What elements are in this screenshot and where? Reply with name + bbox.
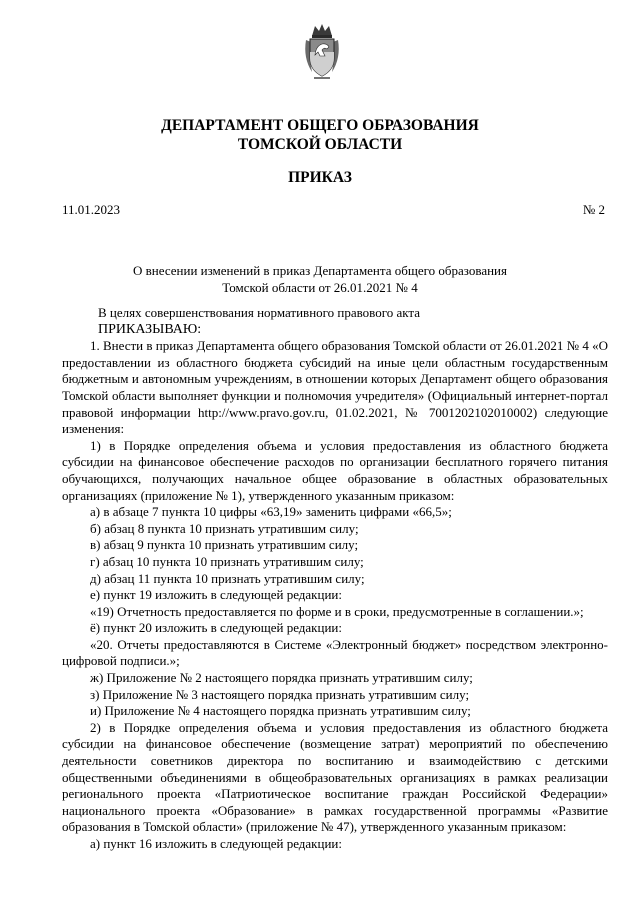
list-item-zh: ж) Приложение № 2 настоящего порядка признать утратившим силу;: [90, 670, 473, 686]
document-type: ПРИКАЗ: [288, 169, 352, 186]
list-item-a: а) в абзаце 7 пункта 10 цифры «63,19» заменить цифрами «66,5»;: [90, 504, 452, 520]
department-line-1: ДЕПАРТАМЕНТ ОБЩЕГО ОБРАЗОВАНИЯ: [161, 117, 479, 134]
list-item-z: з) Приложение № 3 настоящего порядка признать утратившим силу;: [90, 686, 470, 702]
preamble: В целях совершенствования нормативного правового акта: [98, 305, 421, 320]
list-item-g: г) абзац 10 пункта 10 признать утратившим силу;: [90, 553, 364, 569]
list-item-i: и) Приложение № 4 настоящего порядка признать утратившим силу;: [90, 703, 471, 719]
document-date: 11.01.2023: [62, 202, 121, 217]
department-line-2: ТОМСКОЙ ОБЛАСТИ: [237, 136, 403, 153]
order-word: ПРИКАЗЫВАЮ:: [98, 321, 202, 337]
subject-line-2: Томской области от 26.01.2021 № 4: [222, 279, 418, 295]
coat-of-arms-icon: [302, 22, 342, 80]
quote-item-20: «20. Отчеты предоставляются в Системе «Электронный бюджет» посредством электронно-цифровой подписи.»;: [62, 636, 608, 669]
department-name: [0, 116, 640, 154]
paragraph-1-2: 2) в Порядке определения объема и условия предоставления из областного бюджета субсидии на финансовое обеспечение (возмещение затрат) мероприятий по обеспечению деятельности советников директора по воспитанию и взаимодействию с детскими общественными объединениями в общеобразовательных организациях в рамках реализации регионального проекта «Патриотическое воспитание граждан Российской Федерации» национального проекта «Образование» в рамках государственной программы «Развитие образования в Томской области» (приложение № 47), утвержденного указанным приказом:: [62, 719, 608, 835]
subject-line-1: О внесении изменений в приказ Департамента общего образования: [133, 263, 507, 278]
document-number: № 2: [582, 202, 605, 217]
list-item-v: в) абзац 9 пункта 10 признать утратившим силу;: [90, 537, 359, 553]
list-item-e: е) пункт 19 изложить в следующей редакции:: [90, 587, 342, 603]
document-subject: [0, 263, 640, 296]
paragraph-1: 1. Внести в приказ Департамента общего образования Томской области от 26.01.2021 № 4 «О предоставлении из областного бюджета субсидий на иные цели областным государственным бюджетным и автономным учреждениям, в отношении которых Департамент общего образования Томской области выполняет функции и полномочия учредителя» (Официальный интернет-портал правовой информации http://www.pravo.gov.ru, 01.02.2021, № 7001202102010002) следующие изменения:: [62, 338, 608, 437]
quote-item-19: «19) Отчетность предоставляется по форме и в сроки, предусмотренные в соглашении.»;: [90, 603, 584, 619]
document-body: [62, 305, 608, 853]
list-item-a-2: а) пункт 16 изложить в следующей редакции:: [90, 836, 342, 851]
paragraph-1-1: 1) в Порядке определения объема и условия предоставления из областного бюджета субсидии на финансовое обеспечение расходов по организации бесплатного горячего питания обучающихся, получающих начальное общее образование в областных образовательных организациях (приложение № 1), утвержденного указанным приказом:: [62, 437, 608, 503]
list-item-yo: ё) пункт 20 изложить в следующей редакции:: [90, 620, 342, 636]
list-item-d: д) абзац 11 пункта 10 признать утратившим силу;: [90, 570, 365, 586]
list-item-b: б) абзац 8 пункта 10 признать утратившим силу;: [90, 520, 359, 536]
